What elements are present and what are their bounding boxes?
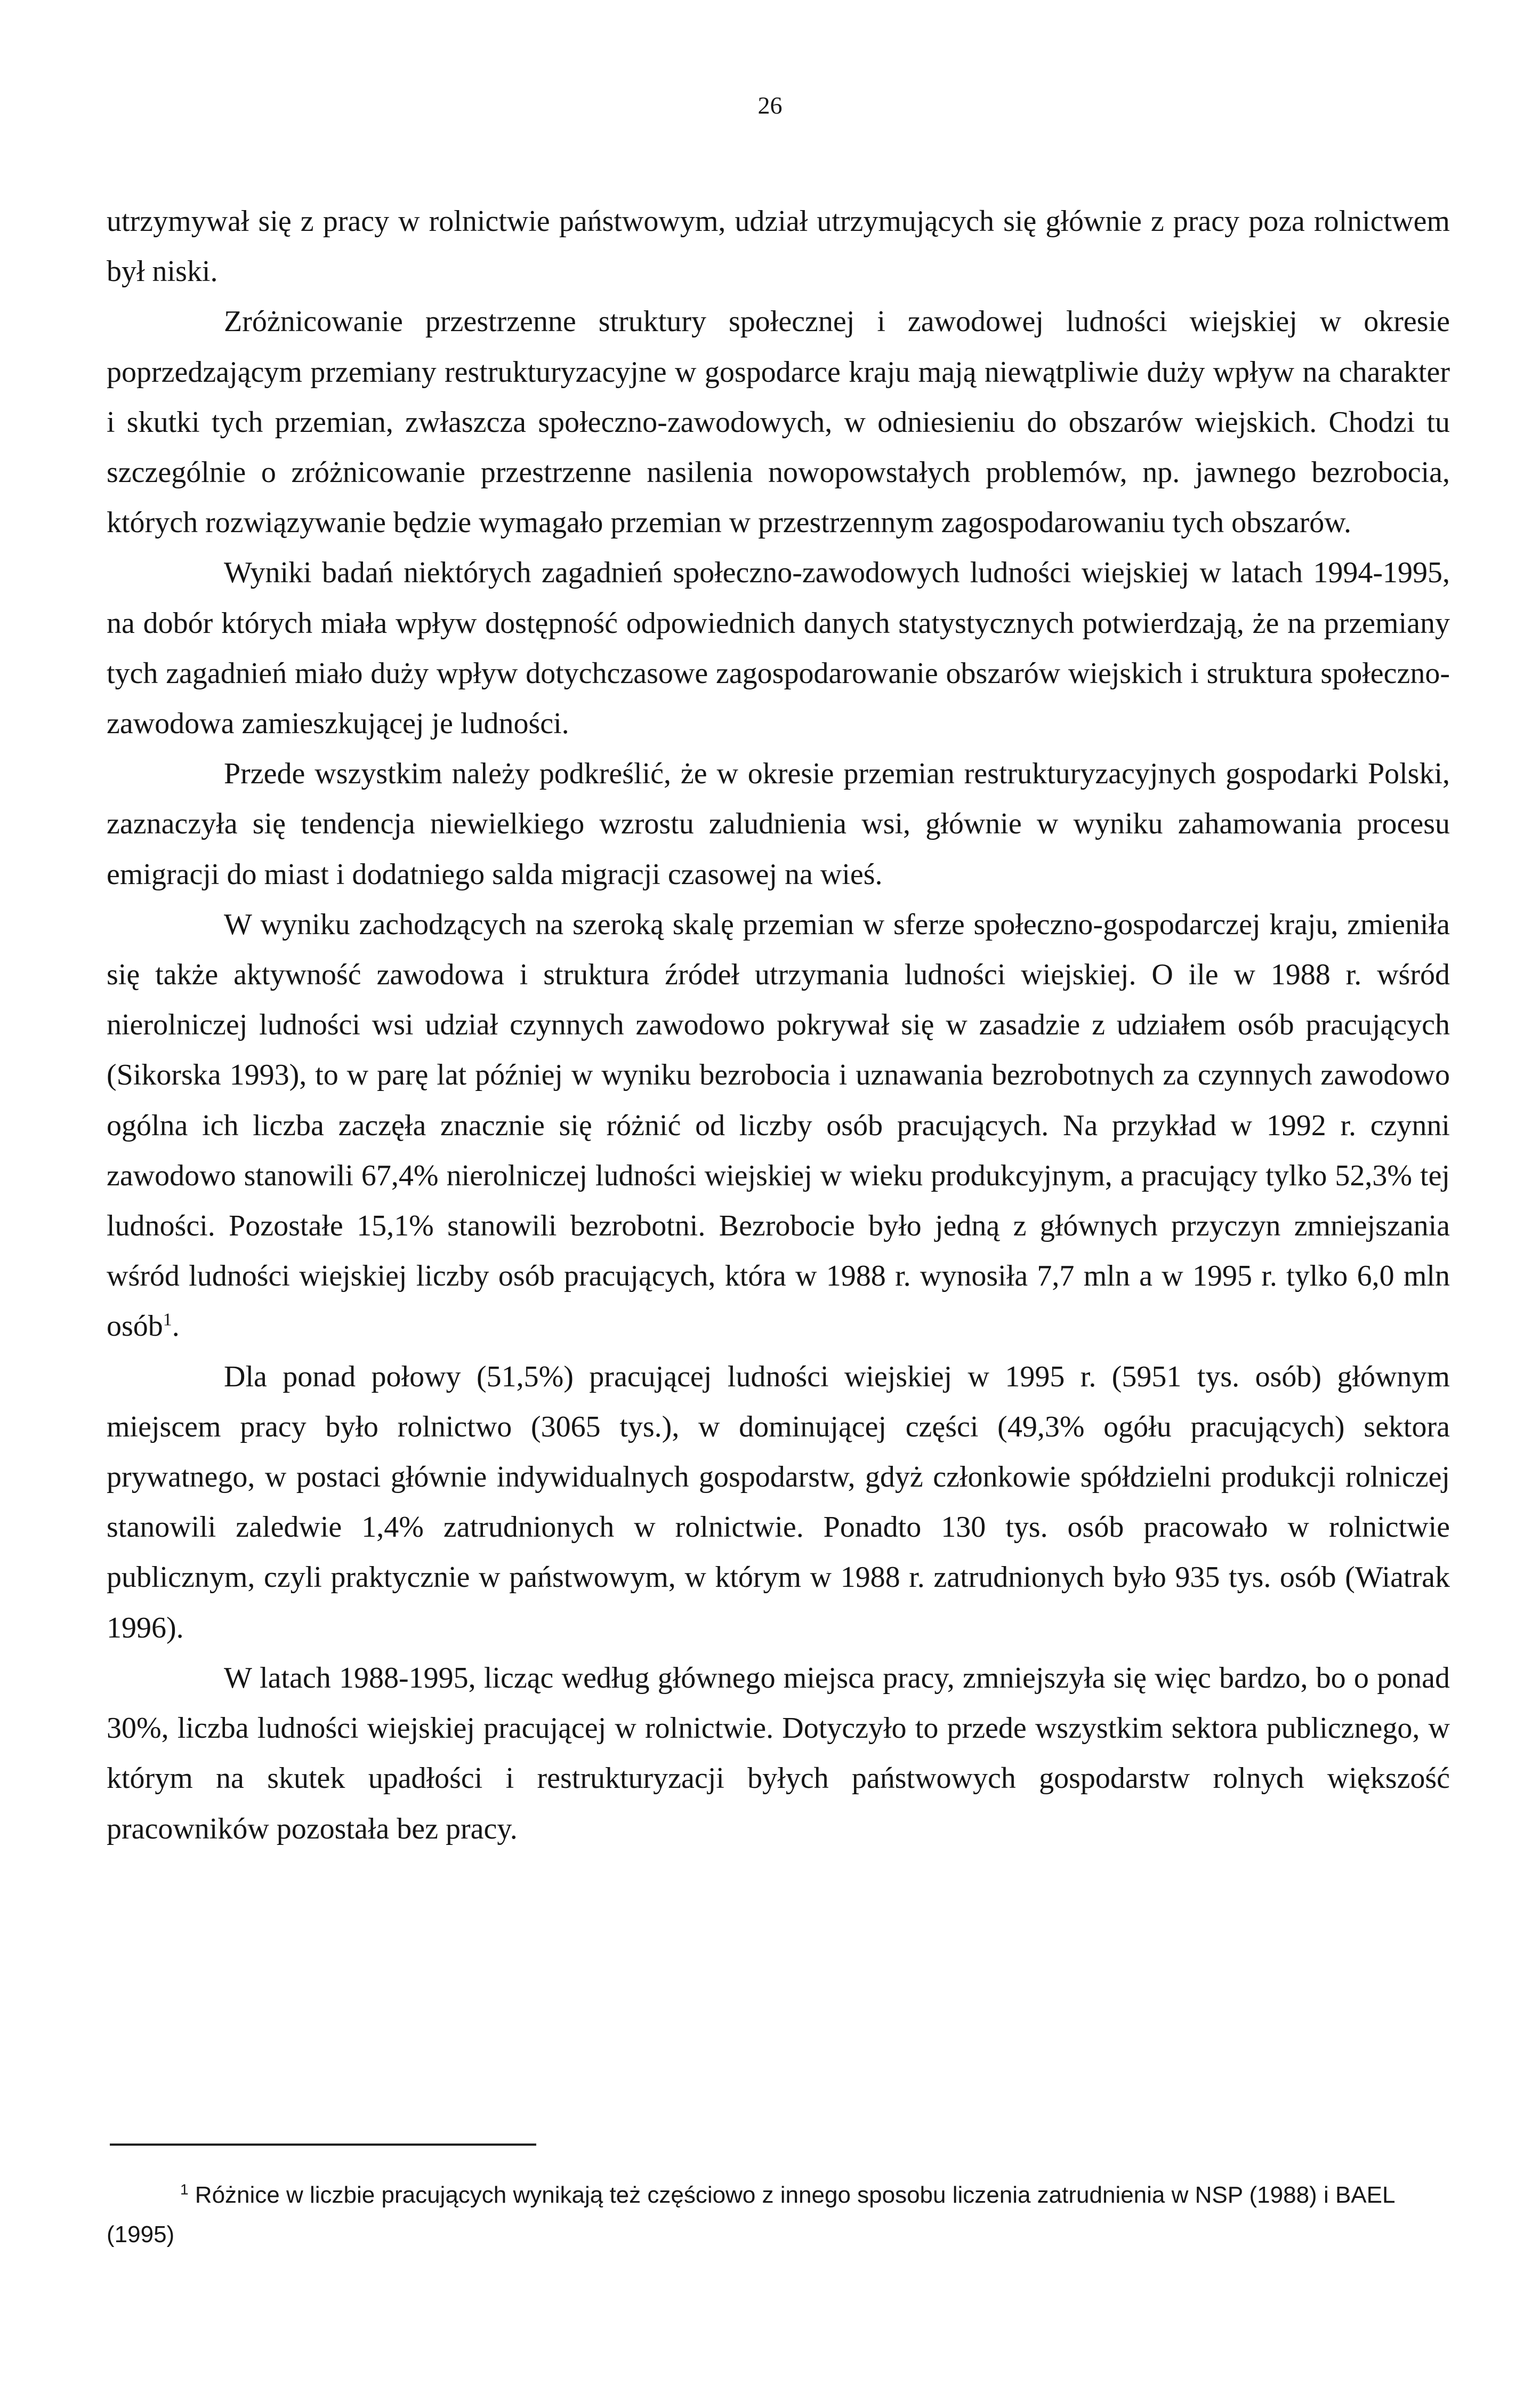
paragraph-6	[107, 1352, 1450, 1653]
footnote-marker: 1	[180, 2181, 189, 2198]
paragraph-text: Wyniki badań niektórych zagadnień społeczno-zawodowych ludności wiejskiej w latach 1994-1995, na dobór których miała wpływ dostępność odpowiednich danych statystycznych potwierdzają, że na przemiany tych zagadnień miało duży wpływ dotychczasowe zagospodarowanie obszarów wiejskich i struktura społeczno-zawodowa zamieszkującej je ludności.	[107, 556, 1450, 741]
footnote-separator	[110, 2144, 536, 2146]
body-text	[107, 196, 1450, 1854]
footnote	[107, 2176, 1450, 2254]
paragraph-text: utrzymywał się z pracy w rolnictwie państwowym, udział utrzymujących się głównie z pracy poza rolnictwem był niski.	[107, 205, 1450, 288]
paragraph-5	[107, 900, 1450, 1352]
paragraph-7	[107, 1653, 1450, 1854]
paragraph-text: W latach 1988-1995, licząc według głównego miejsca pracy, zmniejszyła się więc bardzo, bo o ponad 30%, liczba ludności wiejskiej pracującej w rolnictwie. Dotyczyło to przede wszystkim sektora publicznego, w którym na skutek upadłości i restrukturyzacji byłych państwowych gospodarstw rolnych większość pracowników pozostała bez pracy.	[107, 1661, 1450, 1845]
paragraph-text: Przede wszystkim należy podkreślić, że w okresie przemian restrukturyzacyjnych gospodarki Polski, zaznaczyła się tendencja niewielkiego wzrostu zaludnienia wsi, głównie w wyniku zahamowania procesu emigracji do miast i dodatniego salda migracji czasowej na wieś.	[107, 757, 1450, 891]
paragraph-2	[107, 296, 1450, 548]
page-number: 26	[757, 92, 783, 119]
paragraph-text-end: .	[172, 1310, 180, 1343]
footnote-reference[interactable]: 1	[163, 1310, 172, 1330]
paragraph-text: W wyniku zachodzących na szeroką skalę przemian w sferze społeczno-gospodarczej kraju, zmieniła się także aktywność zawodowa i struktura źródeł utrzymania ludności wiejskiej. O ile w 1988 r. wśród nierolniczej ludności wsi udział czynnych zawodowo pokrywał się w zasadzie z udziałem osób pracujących (Sikorska 1993), to w parę lat później w wyniku bezrobocia i uznawania bezrobotnych za czynnych zawodowo ogólna ich liczba zaczęła znacznie się różnić od liczby osób pracujących. Na przykład w 1992 r. czynni zawodowo stanowili 67,4% nierolniczej ludności wiejskiej w wieku produkcyjnym, a pracujący tylko 52,3% tej ludności. Pozostałe 15,1% stanowili bezrobotni. Bezrobocie było jedną z głównych przyczyn zmniejszania wśród ludności wiejskiej liczby osób pracujących, która w 1988 r. wynosiła 7,7 mln a w 1995 r. tylko 6,0 mln osób	[107, 908, 1450, 1343]
paragraph-1	[107, 196, 1450, 296]
paragraph-text: Zróżnicowanie przestrzenne struktury społecznej i zawodowej ludności wiejskiej w okresie poprzedzającym przemiany restrukturyzacyjne w gospodarce kraju mają niewątpliwie duży wpływ na charakter i skutki tych przemian, zwłaszcza społeczno-zawodowych, w odniesieniu do obszarów wiejskich. Chodzi tu szczególnie o zróżnicowanie przestrzenne nasilenia nowopowstałych problemów, np. jawnego bezrobocia, których rozwiązywanie będzie wymagało przemian w przestrzennym zagospodarowaniu tych obszarów.	[107, 305, 1450, 540]
paragraph-3	[107, 548, 1450, 749]
paragraph-text: Dla ponad połowy (51,5%) pracującej ludności wiejskiej w 1995 r. (5951 tys. osób) głównym miejscem pracy było rolnictwo (3065 tys.), w dominującej części (49,3% ogółu pracujących) sektora prywatnego, w postaci głównie indywidualnych gospodarstw, gdyż członkowie spółdzielni produkcji rolniczej stanowili zaledwie 1,4% zatrudnionych w rolnictwie. Ponadto 130 tys. osób pracowało w rolnictwie publicznym, czyli praktycznie w państwowym, w którym w 1988 r. zatrudnionych było 935 tys. osób (Wiatrak 1996).	[107, 1360, 1450, 1644]
footnote-text: Różnice w liczbie pracujących wynikają też częściowo z innego sposobu liczenia zatrudnienia w NSP (1988) i BAEL (1995)	[107, 2182, 1394, 2248]
paragraph-4	[107, 749, 1450, 900]
